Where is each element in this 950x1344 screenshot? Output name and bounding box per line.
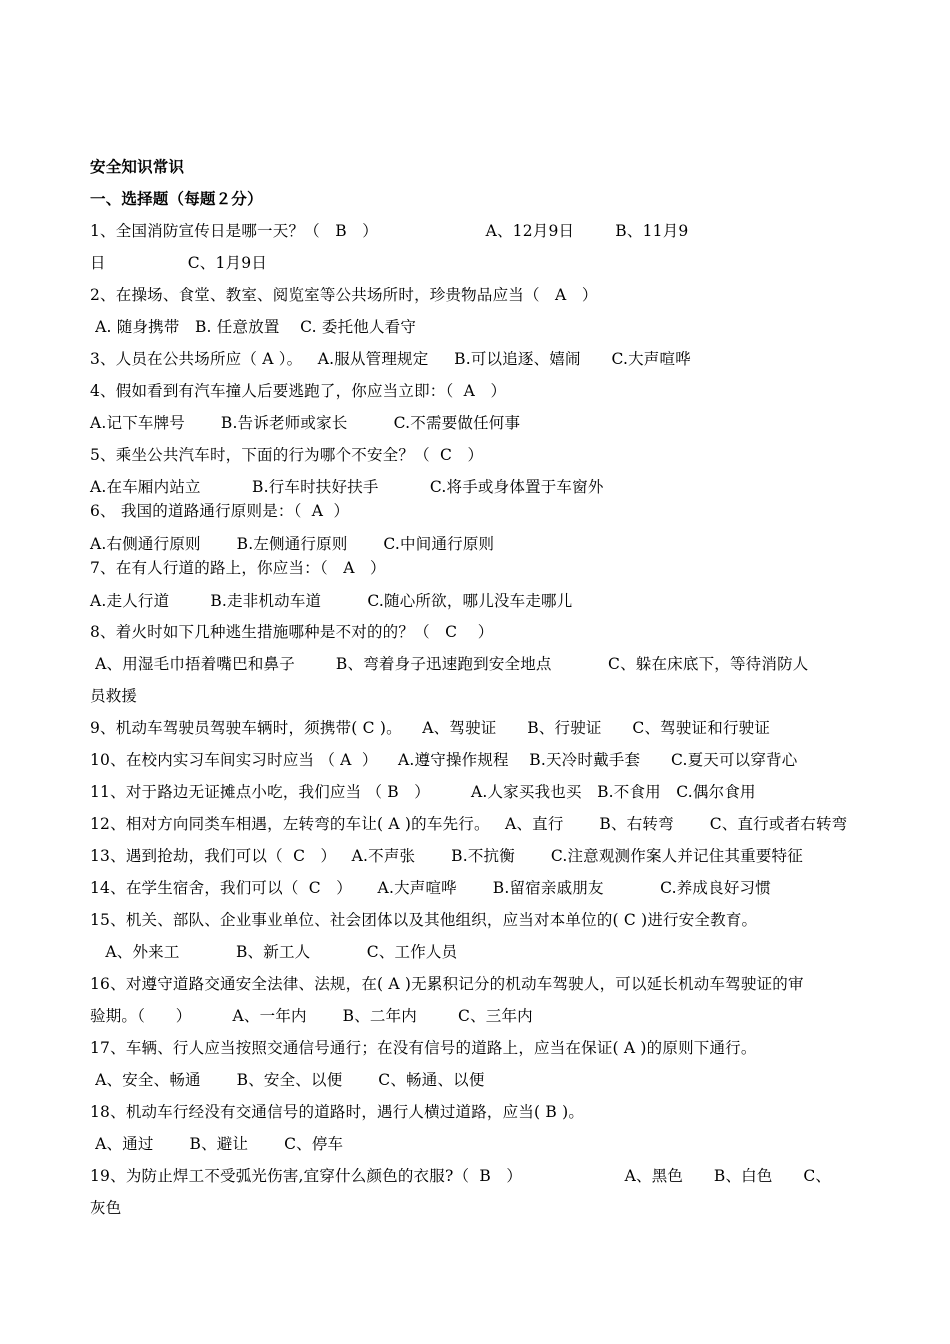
document-title: 安全知识常识 <box>90 157 185 176</box>
question-10: 10、在校内实习车间实习时应当 （ A ） A.遵守操作规程 B.天冷时戴手套 C.夏天可以穿背心 <box>90 751 798 769</box>
question-15: 15、机关、部队、企业事业单位、社会团体以及其他组织，应当对本单位的( C )进行安全教育。 <box>90 911 758 929</box>
question-2: 2、在操场、食堂、教室、阅览室等公共场所时，珍贵物品应当（ A ） <box>90 286 598 304</box>
question-18-options: A、通过 B、避让 C、停车 <box>90 1135 344 1153</box>
question-16: 16、对遵守道路交通安全法律、法规，在( A )无累积记分的机动车驾驶人，可以延长机动车驾驶证的审 <box>90 975 804 993</box>
question-12: 12、相对方向同类车相遇，左转弯的车让( A )的车先行。 A、直行 B、右转弯 C、直行或者右转弯 <box>90 815 848 833</box>
question-9: 9、机动车驾驶员驾驶车辆时，须携带( C )。 A、驾驶证 B、行驶证 C、驾驶证和行驶证 <box>90 719 771 737</box>
question-5: 5、乘坐公共汽车时，下面的行为哪个不安全？（ C ） <box>90 446 484 464</box>
question-19-options-cont: 灰色 <box>90 1199 122 1217</box>
question-15-options: A、外来工 B、新工人 C、工作人员 <box>90 943 458 961</box>
question-16-options: 验期。（ ） A、一年内 B、二年内 C、三年内 <box>90 1007 533 1025</box>
question-3: 3、人员在公共场所应（ A ）。 A.服从管理规定 B.可以追逐、嬉闹 C.大声喧哗 <box>90 350 691 368</box>
question-1-line-2: 日 C、1月9日 <box>90 254 268 272</box>
question-6: 6、 我国的道路通行原则是：（ A ） <box>90 502 350 520</box>
question-5-options: A.在车厢内站立 B.行车时扶好扶手 C.将手或身体置于车窗外 <box>90 478 604 496</box>
question-11: 11、对于路边无证摊点小吃，我们应当 （ B ） A.人家买我也买 B.不食用 C.偶尔食用 <box>90 783 756 801</box>
question-7: 7、在有人行道的路上，你应当：（ A ） <box>90 559 386 577</box>
question-8: 8、着火时如下几种逃生措施哪种是不对的的？（ C ） <box>90 623 494 641</box>
question-14: 14、在学生宿舍，我们可以（ C ） A.大声喧哗 B.留宿亲戚朋友 C.养成良好习惯 <box>90 879 771 897</box>
question-6-options: A.右侧通行原则 B.左侧通行原则 C.中间通行原则 <box>90 535 495 553</box>
question-8-options: A、用湿毛巾捂着嘴巴和鼻子 B、弯着身子迅速跑到安全地点 C、躲在床底下，等待消防人 <box>90 655 809 673</box>
question-2-options: A. 随身携带 B. 任意放置 C. 委托他人看守 <box>90 318 417 336</box>
question-18: 18、机动车行经没有交通信号的道路时，遇行人横过道路，应当( B )。 <box>90 1103 585 1121</box>
question-13: 13、遇到抢劫，我们可以（ C ） A.不声张 B.不抗衡 C.注意观测作案人并记住其重要特征 <box>90 847 803 865</box>
question-1-line-1: 1、全国消防宣传日是哪一天？（ B ） A、12月9日 B、11月9 <box>90 222 689 240</box>
question-19: 19、为防止焊工不受弧光伤害,宜穿什么颜色的衣服?（ B ） A、黑色 B、白色 C、 <box>90 1167 832 1185</box>
question-7-options: A.走人行道 B.走非机动车道 C.随心所欲，哪儿没车走哪儿 <box>90 592 573 610</box>
section-heading: 一、选择题（每题２分） <box>90 189 263 208</box>
question-4: 4、假如看到有汽车撞人后要逃跑了，你应当立即：（ A ） <box>90 382 507 400</box>
question-17: 17、车辆、行人应当按照交通信号通行；在没有信号的道路上，应当在保证( A )的原则下通行。 <box>90 1039 757 1057</box>
question-8-options-cont: 员救援 <box>90 687 138 705</box>
question-17-options: A、安全、畅通 B、安全、以便 C、畅通、以便 <box>90 1071 485 1089</box>
question-4-options: A.记下车牌号 B.告诉老师或家长 C.不需要做任何事 <box>90 414 521 432</box>
